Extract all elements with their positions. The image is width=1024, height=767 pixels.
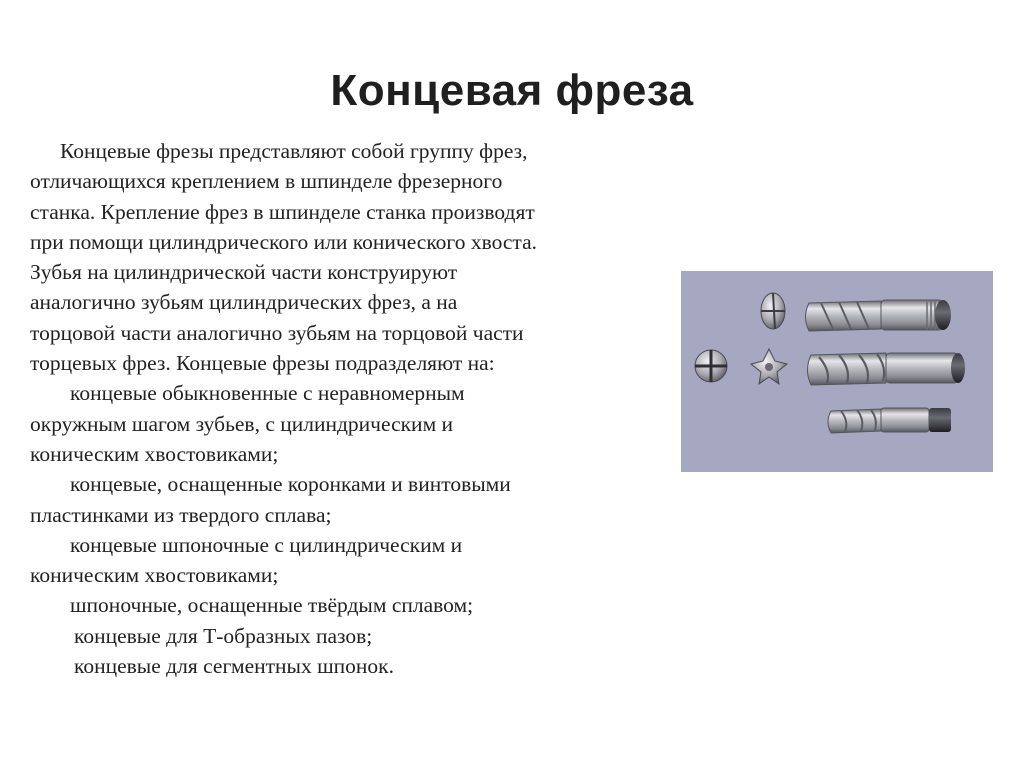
text-line: коническим хвостовиками;: [30, 441, 279, 466]
list-item: шпоночные, оснащенные твёрдым сплавом;: [70, 593, 474, 618]
text-line: отличающихся креплением в шпинделе фрезерного: [30, 169, 503, 194]
end-mills-illustration: [681, 271, 993, 472]
cutter-end-view-2: [695, 350, 727, 382]
text-line: торцевых фрез. Концевые фрезы подразделяют на:: [30, 351, 495, 376]
body-text: [30, 136, 670, 681]
text-line: коническим хвостовиками;: [30, 563, 279, 588]
list-item: концевые, оснащенные коронками и винтовыми: [70, 472, 511, 497]
text-line: при помощи цилиндрического или конического хвоста.: [30, 229, 538, 254]
list-item: концевые для сегментных шпонок.: [74, 654, 395, 679]
list-item: концевые для Т-образных пазов;: [74, 623, 373, 648]
text-line: окружным шагом зубьев, с цилиндрическим и: [30, 411, 454, 436]
end-mills-photo: [681, 271, 993, 472]
text-line: Концевые фрезы представляют собой группу фрез,: [60, 139, 528, 163]
list-item: концевые шпоночные с цилиндрическим и: [70, 532, 463, 557]
text-line: торцовой части аналогично зубьям на торцовой части: [30, 320, 524, 345]
text-line: Зубья на цилиндрической части конструируют: [30, 260, 458, 285]
end-mill-bottom: [828, 408, 951, 433]
end-mill-middle: [808, 353, 966, 385]
list-item: концевые обыкновенные с неравномерным: [70, 381, 465, 406]
end-mill-top: [806, 300, 952, 331]
cutter-end-view-1: [761, 293, 785, 329]
slide-title: Концевая фреза: [330, 66, 694, 115]
text-line: аналогично зубьям цилиндрических фрез, а на: [30, 290, 458, 315]
text-line: пластинками из твердого сплава;: [30, 502, 332, 527]
text-line: станка. Крепление фрез в шпинделе станка производят: [30, 199, 535, 224]
